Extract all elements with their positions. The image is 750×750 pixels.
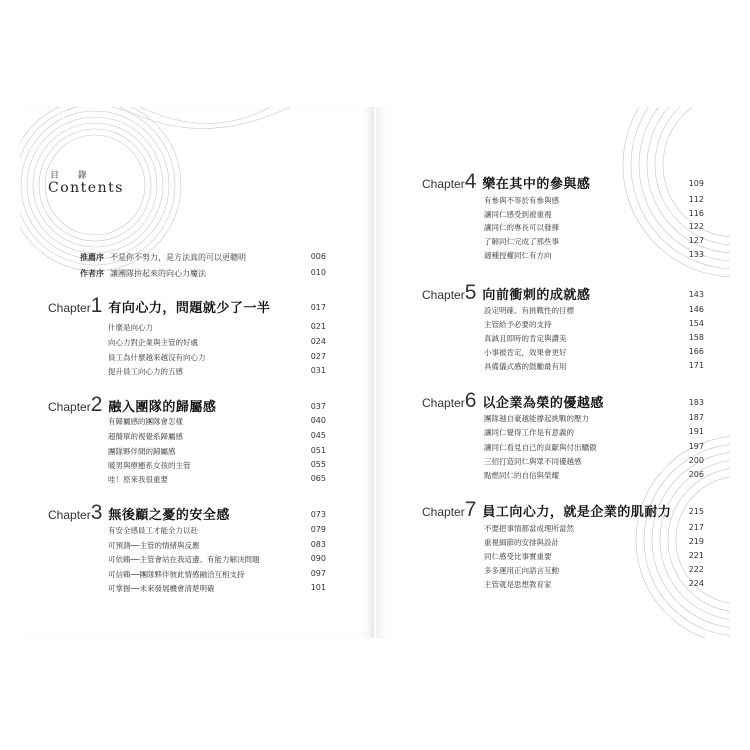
chapter-heading[interactable] [48, 294, 326, 318]
section-page: 024 [310, 337, 326, 346]
section-title: 真誠且即時的肯定與讚美 [484, 334, 567, 343]
section-entry[interactable] [484, 413, 704, 424]
section-title: 點燃同仁的自信與榮耀 [484, 471, 559, 480]
section-page: 217 [688, 523, 704, 532]
chapter-number: 6 [464, 389, 477, 412]
section-entry[interactable] [484, 236, 704, 247]
section-page: 146 [688, 305, 704, 314]
section-title: 哇！原來我很重要 [108, 475, 168, 484]
section-page: 171 [688, 361, 704, 370]
chapter-word: Chapter [48, 508, 91, 522]
section-title: 讓同仁感受到被重視 [484, 210, 552, 219]
section-title: 有歸屬感的團隊會怎樣 [108, 417, 183, 426]
section-title: 主管就是思想教育家 [484, 580, 552, 589]
section-title: 設定明確、有挑戰性的目標 [484, 306, 574, 315]
section-entry[interactable] [108, 554, 326, 565]
section-entry[interactable] [484, 222, 704, 233]
section-page: 187 [688, 413, 704, 422]
section-page: 133 [688, 250, 704, 259]
chapter-heading[interactable] [422, 389, 704, 413]
section-title: 團隊越自豪越能撐起挑戰的壓力 [484, 414, 589, 423]
chapter-page: 183 [688, 398, 704, 407]
section-entry[interactable] [108, 540, 326, 551]
section-page: 158 [688, 333, 704, 342]
chapter-number: 2 [90, 393, 103, 416]
section-page: 031 [310, 366, 326, 375]
preface-title: 讓團隊拚起來的向心力魔法 [110, 269, 206, 278]
section-entry[interactable] [484, 250, 704, 261]
section-title: 團隊夥伴間的歸屬感 [108, 447, 176, 456]
section-entry[interactable] [484, 523, 704, 534]
chapter-heading[interactable] [422, 281, 704, 305]
section-entry[interactable] [484, 333, 704, 344]
toc-heading-label: 目 錄 [50, 171, 95, 181]
chapter-page: 109 [688, 179, 704, 188]
section-title: 可預測──主管的情緒與反應 [108, 541, 200, 550]
preface-label: 推薦序 [80, 253, 104, 262]
section-entry[interactable] [484, 347, 704, 358]
section-entry[interactable] [484, 427, 704, 438]
section-entry[interactable] [108, 525, 326, 536]
chapter-page: 037 [310, 402, 326, 411]
section-title: 三招打造同仁與眾不同優越感 [484, 457, 582, 466]
preface-label: 作者序 [80, 269, 104, 278]
section-title: 可依賴──主管會站在我這邊、有能力解決問題 [108, 555, 260, 564]
section-title: 員工為什麼越來越沒有向心力 [108, 353, 206, 362]
section-page: 021 [310, 322, 326, 331]
section-entry[interactable] [108, 416, 326, 427]
section-page: 191 [688, 427, 704, 436]
section-page: 116 [688, 209, 704, 218]
section-title: 同仁感受比事實重要 [484, 552, 552, 561]
section-page: 122 [688, 222, 704, 231]
section-title: 什麼是向心力 [108, 323, 153, 332]
chapter-word: Chapter [48, 400, 91, 414]
section-page: 083 [310, 540, 326, 549]
section-page: 040 [310, 416, 326, 425]
section-page: 221 [688, 551, 704, 560]
chapter-title: 向前衝刺的成就感 [482, 288, 591, 303]
chapter-number: 3 [90, 501, 103, 524]
section-title: 讓同仁的專長可以發揮 [484, 223, 559, 232]
preface-title: 不是你不努力，是方法真的可以更聰明 [110, 253, 246, 262]
section-entry[interactable] [484, 565, 704, 576]
chapter-title: 融入團隊的歸屬感 [108, 400, 217, 415]
section-title: 有參與不等於有參與感 [484, 196, 559, 205]
section-entry[interactable] [484, 209, 704, 220]
chapter-title: 有向心力，問題就少了一半 [108, 301, 271, 316]
chapter-page: 073 [310, 510, 326, 519]
section-title: 主管給予必要的支持 [484, 320, 552, 329]
section-entry[interactable] [484, 442, 704, 453]
section-entry[interactable] [108, 352, 326, 363]
section-entry[interactable] [484, 551, 704, 562]
section-title: 不要把事情都當成理所當然 [484, 524, 574, 533]
chapter-title: 員工向心力，就是企業的肌耐力 [482, 505, 672, 520]
section-page: 097 [310, 569, 326, 578]
section-title: 小事被肯定，效果會更好 [484, 348, 567, 357]
chapter-number: 5 [464, 281, 477, 304]
section-page: 045 [310, 431, 326, 440]
chapter-word: Chapter [422, 288, 465, 302]
chapter-page: 143 [688, 290, 704, 299]
section-page: 101 [310, 583, 326, 592]
section-title: 讓同仁覺得工作是有意義的 [484, 428, 574, 437]
section-entry[interactable] [108, 337, 326, 348]
section-page: 222 [688, 565, 704, 574]
chapter-page: 215 [688, 507, 704, 516]
section-entry[interactable] [484, 195, 704, 206]
preface-entry[interactable] [80, 268, 326, 279]
chapter-heading[interactable] [48, 393, 326, 417]
section-page: 055 [310, 460, 326, 469]
section-title: 了解同仁完成了那些事 [484, 237, 559, 246]
section-page: 197 [688, 442, 704, 451]
chapter-heading[interactable] [422, 498, 704, 522]
section-page: 219 [688, 537, 704, 546]
section-title: 超簡單的視覺系歸屬感 [108, 432, 183, 441]
section-title: 提升員工向心力的五感 [108, 367, 183, 376]
preface-entry[interactable] [80, 252, 326, 263]
section-title: 多多運用正向語言互動 [484, 566, 559, 575]
chapter-word: Chapter [422, 177, 465, 191]
chapter-word: Chapter [422, 505, 465, 519]
section-page: 079 [310, 525, 326, 534]
section-page: 206 [688, 470, 704, 479]
section-entry[interactable] [108, 474, 326, 485]
section-title: 重視細節的安排與設計 [484, 538, 559, 547]
section-entry[interactable] [484, 319, 704, 330]
section-entry[interactable] [484, 537, 704, 548]
chapter-heading[interactable] [422, 170, 704, 194]
chapter-title: 樂在其中的參與感 [482, 177, 591, 192]
section-page: 224 [688, 579, 704, 588]
chapter-word: Chapter [48, 301, 91, 315]
chapter-title: 以企業為榮的優越感 [482, 396, 604, 411]
chapter-number: 4 [464, 170, 477, 193]
section-entry[interactable] [484, 361, 704, 372]
preface-page: 006 [310, 252, 326, 261]
section-entry[interactable] [108, 446, 326, 457]
chapter-heading[interactable] [48, 501, 326, 525]
section-page: 200 [688, 456, 704, 465]
chapter-title: 無後顧之憂的安全感 [108, 508, 230, 523]
preface-page: 010 [310, 268, 326, 277]
section-entry[interactable] [484, 456, 704, 467]
section-entry[interactable] [108, 366, 326, 377]
section-title: 向心力對企業與主管的好處 [108, 338, 198, 347]
section-entry[interactable] [484, 470, 704, 481]
section-entry[interactable] [108, 583, 326, 594]
section-title: 暖男與療癒系女孩的主管 [108, 461, 191, 470]
section-page: 051 [310, 446, 326, 455]
section-entry[interactable] [108, 431, 326, 442]
section-entry[interactable] [108, 322, 326, 333]
section-title: 讓同仁看見自己的貢獻與付出驕傲 [484, 443, 597, 452]
section-title: 可掌握──未來發展機會清楚明確 [108, 584, 215, 593]
section-entry[interactable] [484, 305, 704, 316]
chapter-word: Chapter [422, 396, 465, 410]
section-title: 可信賴──團隊夥伴彼此情感融洽互相支持 [108, 570, 245, 579]
chapter-number: 7 [464, 498, 477, 521]
section-page: 154 [688, 319, 704, 328]
toc-heading-title: Contents [48, 180, 124, 196]
section-page: 166 [688, 347, 704, 356]
section-page: 112 [688, 195, 704, 204]
section-title: 具備儀式感的鼓勵最有用 [484, 362, 567, 371]
section-entry[interactable] [108, 569, 326, 580]
section-page: 127 [688, 236, 704, 245]
section-entry[interactable] [484, 579, 704, 590]
section-page: 090 [310, 554, 326, 563]
section-page: 065 [310, 474, 326, 483]
section-page: 027 [310, 352, 326, 361]
section-title: 有安全感員工才能全力以赴 [108, 526, 198, 535]
section-title: 適種授權同仁有方向 [484, 251, 552, 260]
chapter-number: 1 [90, 294, 103, 317]
section-entry[interactable] [108, 460, 326, 471]
chapter-page: 017 [310, 303, 326, 312]
